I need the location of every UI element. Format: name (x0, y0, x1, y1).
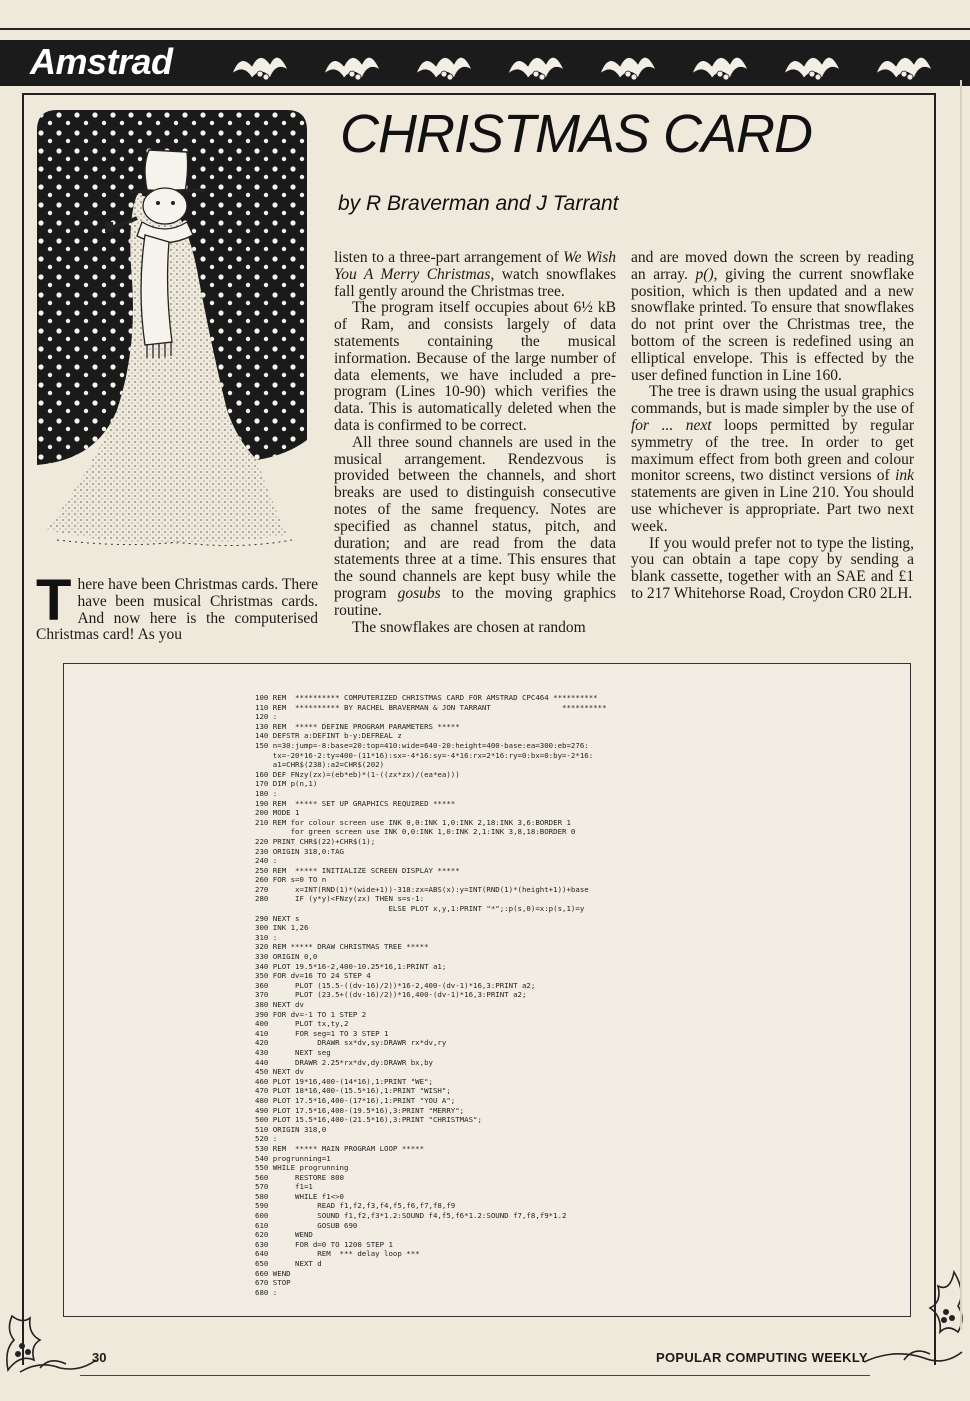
listing-line: 320 REM ***** DRAW CHRISTMAS TREE ***** (255, 942, 429, 952)
paragraph: The program itself occupies about 6½ kB of Ram, and consists largely of data statements containing the musical information. Because of the large number of data elements, we have included a pre-program (Lines 10-90) which verifies the data. This is automatically deleted when the data is confirmed to be correct. (334, 299, 616, 434)
listing-line: 680 : (255, 1287, 278, 1297)
listing-line: 520 : (255, 1134, 278, 1144)
listing-line: 160 DEF FNzy(zx)=(eb*eb)*(1-((zx*zx)/(ea*ea))) (255, 769, 460, 779)
article-byline: by R Braverman and J Tarrant (338, 192, 619, 215)
text-column-1 (36, 568, 318, 644)
listing-line: 640 REM *** delay loop *** (255, 1249, 420, 1259)
listing-line: 490 PLOT 17.5*16,400-(19.5*16),3:PRINT "MERRY"; (255, 1105, 465, 1115)
listing-line: 130 REM ***** DEFINE PROGRAM PARAMETERS ***** (255, 721, 460, 731)
text-column-2 (334, 250, 616, 636)
listing-line: 660 WEND (255, 1268, 291, 1278)
listing-line: 120 : (255, 712, 278, 722)
listing-line: 670 STOP (255, 1278, 291, 1288)
page-spine (960, 80, 962, 1330)
listing-line: 470 PLOT 18*16,400-(15.5*16),1:PRINT "WISH"; (255, 1086, 451, 1096)
snowman-illustration (37, 110, 307, 560)
listing-line: 610 GOSUB 690 (255, 1220, 358, 1230)
listing-line: 570 f1=1 (255, 1182, 313, 1192)
listing-line: 260 FOR s=0 TO n (255, 875, 327, 885)
listing-line: 300 INK 1,26 (255, 923, 309, 933)
listing-line: 500 PLOT 15.5*16,400-(21.5*16),3:PRINT "CHRISTMAS"; (255, 1115, 482, 1125)
listing-line: 620 WEND (255, 1230, 313, 1240)
holly-corner-icon (854, 1262, 970, 1374)
listing-line: 290 NEXT s (255, 913, 300, 923)
listing-line: 190 REM ***** SET UP GRAPHICS REQUIRED ***** (255, 798, 456, 808)
listing-line: 540 progrunning=1 (255, 1153, 331, 1163)
paragraph: The tree is drawn using the usual graphics commands, but is made simpler by the use of for ... next loops permitted by regular symmetry of the tree. In order to get maximum effect from both green and colour monitor screens, two distinct versions of ink statements are given in Line 210. You should use whichever is appropriate. Part two next week. (631, 383, 914, 535)
top-rule (0, 28, 970, 30)
listing-line: 140 DEFSTR a:DEFINT b-y:DEFREAL z (255, 731, 402, 741)
listing-line: 420 DRAWR sx*dv,sy:DRAWR rx*dv,ry (255, 1038, 447, 1048)
listing-line: 210 REM for colour screen use INK 0,0:INK 1,0:INK 2,18:INK 3,6:BORDER 1 (255, 817, 571, 827)
listing-line: 440 DRAWR 2.25*rx*dv,dy:DRAWR bx,by (255, 1057, 433, 1067)
paragraph: The snowflakes are chosen at random (352, 618, 586, 636)
listing-line: 460 PLOT 19*16,400-(14*16),1:PRINT "WE"; (255, 1076, 433, 1086)
paragraph: listen to a three-part arrangement of We Wish You A Merry Christmas, watch snowflakes fall gently around the Christmas tree. (334, 249, 617, 300)
paragraph: All three sound channels are used in the musical arrangement. Rendezvous is provided between the channels, and short breaks are used to distinguish consecutive notes of the same frequency. Notes are specified as channel status, pitch, and duration; and are read from the data statements three at a time. This ensures that the sound channels are kept busy while the program gosubs to the moving graphics routine. (334, 433, 616, 619)
listing-line: 230 ORIGIN 318,0:TAG (255, 846, 344, 856)
drop-cap: T (36, 568, 72, 633)
listing-line: a1=CHR$(238):a2=CHR$(202) (272, 760, 385, 770)
intro-paragraph: There have been Christmas cards. There have been musical Christmas cards. And now here is the computerised Christmas card! As you (36, 568, 318, 644)
listing-line: 350 FOR dv=16 TO 24 STEP 4 (255, 971, 371, 981)
listing-line: 240 : (255, 856, 278, 866)
listing-line: 250 REM ***** INITIALIZE SCREEN DISPLAY ***** (255, 865, 460, 875)
program-listing (255, 693, 607, 1297)
listing-line: 480 PLOT 17.5*16,400-(17*16),1:PRINT "YOU A"; (255, 1095, 456, 1105)
listing-line: 600 SOUND f1,f2,f3*1.2:SOUND f4,f5,f6*1.2:SOUND f7,f8,f9*1.2 (255, 1211, 567, 1221)
article-title: CHRISTMAS CARD (340, 104, 813, 164)
listing-line: 340 PLOT 19.5*16-2,400-10.25*16,1:PRINT a1; (255, 961, 447, 971)
listing-line: 380 NEXT dv (255, 1000, 304, 1009)
listing-line: 560 RESTORE 800 (255, 1172, 344, 1182)
listing-line: 110 REM ********** BY RACHEL BRAVERMAN & JON TARRANT ********** (255, 702, 607, 712)
paragraph: and are moved down the screen by reading an array. p(), giving the current snowflake position, which is then updated and a new snowflake printed. To ensure that snowflakes do not print over the Christmas tree, the bottom of the screen is redefined using an elliptical envelope. This is effected by the user defined function in Line 160. (631, 249, 914, 384)
listing-line: 170 DIM p(n,1) (255, 779, 318, 789)
listing-line: 330 ORIGIN 0,0 (255, 952, 318, 962)
holly-corner-icon (0, 1260, 100, 1380)
listing-line: ELSE PLOT x,y,1:PRINT "*";:p(s,0)=x:p(s,1)=y (388, 904, 585, 914)
listing-line: 390 FOR dv=-1 TO 1 STEP 2 (255, 1009, 367, 1019)
listing-line: 220 PRINT CHR$(22)+CHR$(1); (255, 836, 376, 846)
listing-line: 200 MODE 1 (255, 808, 300, 818)
listing-line: 370 PLOT (23.5+((dv-16)/2))*16,400-(dv-1)*16,3:PRINT a2; (255, 990, 527, 1000)
listing-line: 270 x=INT(RND(1)*(wide+1))-318:zx=ABS(x):y=INT(RND(1)*(height+1))+base (255, 884, 589, 894)
listing-line: 400 PLOT tx,ty,2 (255, 1019, 349, 1029)
listing-line: 530 REM ***** MAIN PROGRAM LOOP ***** (255, 1143, 425, 1153)
listing-line: 550 WHILE progrunning (255, 1163, 349, 1173)
listing-line: 630 FOR d=0 TO 1200 STEP 1 (255, 1239, 393, 1249)
listing-line: 310 : (255, 932, 278, 942)
listing-line: 360 PLOT (15.5-((dv-16)/2))*16-2,400-(dv-1)*16,3:PRINT a2; (255, 980, 536, 990)
holly-ornament-icon (222, 44, 962, 84)
listing-line: 430 NEXT seg (255, 1047, 331, 1057)
page-number: 30 (92, 1350, 107, 1365)
paragraph: If you would prefer not to type the listing, you can obtain a tape copy by sending a blank cassette, together with an SAE and £1 to 217 Whitehorse Road, Croydon CR0 2LH. (631, 534, 914, 602)
listing-line: 410 FOR seg=1 TO 3 STEP 1 (255, 1028, 389, 1038)
section-brand: Amstrad (16, 40, 187, 84)
listing-line: 280 IF (y*y)<FNzy(zx) THEN s=s-1: (255, 894, 425, 904)
listing-line: 450 NEXT dv (255, 1067, 304, 1077)
listing-line: 590 READ f1,f2,f3,f4,f5,f6,f7,f8,f9 (255, 1201, 456, 1211)
listing-line: 100 REM ********** COMPUTERIZED CHRISTMAS CARD FOR AMSTRAD CPC464 ********** (255, 693, 598, 702)
listing-line: 180 : (255, 788, 278, 798)
listing-line: 650 NEXT d (255, 1259, 322, 1269)
listing-line: for green screen use INK 0,0:INK 1,0:INK 2,1:INK 3,8,18:BORDER 0 (290, 827, 576, 837)
listing-line: 580 WHILE f1<>0 (255, 1191, 344, 1201)
text-column-3 (631, 250, 914, 603)
listing-line: 150 n=30:jump=-8:base=20:top=410:wide=640-20:height=400-base:ea=300:eb=276: (255, 740, 589, 750)
footer-rule (80, 1375, 870, 1376)
magazine-name: POPULAR COMPUTING WEEKLY (656, 1350, 868, 1365)
listing-line: tx=-20*16-2:ty=400-(11*16):sx=-4*16:sy=-4*16:rx=2*16:ry=0:bx=0:by=-2*16: (272, 750, 594, 760)
listing-line: 510 ORIGIN 318,0 (255, 1124, 327, 1134)
